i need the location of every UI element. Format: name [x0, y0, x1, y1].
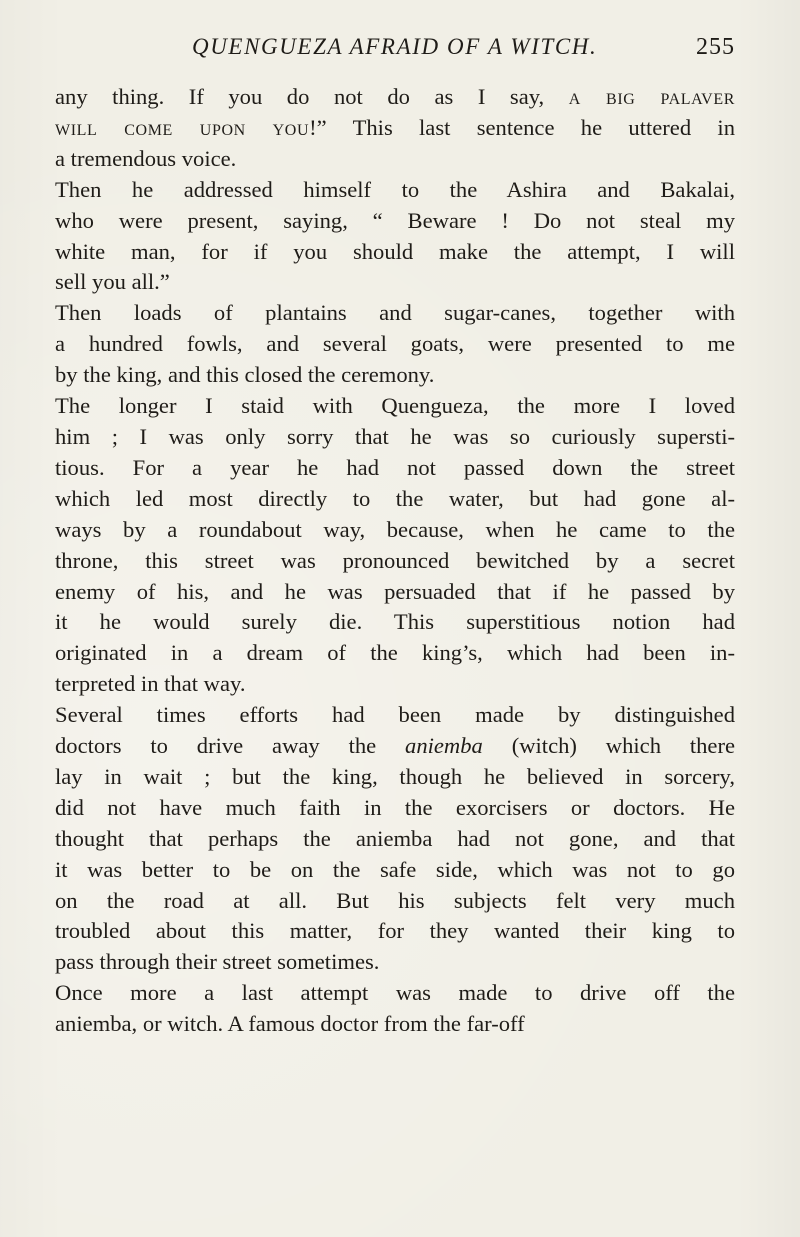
text-line	[55, 978, 735, 1009]
text-run: a tremendous voice.	[55, 145, 237, 171]
paragraph	[55, 175, 735, 299]
text-line	[55, 515, 735, 546]
text-run: troubled about this matter, for they wanted their king to	[55, 918, 735, 944]
text-line	[55, 267, 735, 298]
text-line	[55, 1009, 735, 1040]
small-caps-run: a big palaver	[568, 84, 735, 109]
text-line	[55, 484, 735, 515]
text-line	[55, 638, 735, 669]
text-run: which led most directly to the water, but had gone al-	[55, 485, 735, 511]
text-run: sell you all.”	[55, 269, 170, 295]
text-line	[55, 82, 735, 113]
text-run: by the king, and this closed the ceremony.	[55, 362, 435, 388]
text-line	[55, 793, 735, 824]
running-title: QUENGUEZA AFRAID OF A WITCH.	[192, 34, 598, 59]
text-run: aniemba, or witch. A famous doctor from the far-off	[55, 1011, 525, 1037]
paragraph	[55, 391, 735, 700]
text-line	[55, 947, 735, 978]
paragraph	[55, 978, 735, 1040]
text-line	[55, 607, 735, 638]
text-run: who were present, saying, “ Beware ! Do not steal my	[55, 207, 735, 233]
text-run: enemy of his, and he was persuaded that if he passed by	[55, 578, 735, 604]
text-line	[55, 113, 735, 144]
text-run: on the road at all. But his subjects felt very much	[55, 887, 735, 913]
text-run: tious. For a year he had not passed down the street	[55, 454, 735, 480]
paragraph	[55, 298, 735, 391]
text-line	[55, 824, 735, 855]
text-run: throne, this street was pronounced bewitched by a secret	[55, 547, 735, 573]
text-line	[55, 422, 735, 453]
text-line	[55, 237, 735, 268]
text-run: thought that perhaps the aniemba had not gone, and that	[55, 825, 735, 851]
text-run: it was better to be on the safe side, which was not to go	[55, 856, 735, 882]
text-line	[55, 391, 735, 422]
text-run: Several times efforts had been made by distinguished	[55, 702, 735, 728]
text-run: a hundred fowls, and several goats, were presented to me	[55, 331, 735, 357]
text-line	[55, 886, 735, 917]
text-run: originated in a dream of the king’s, which had been in-	[55, 640, 735, 666]
text-line	[55, 577, 735, 608]
running-head	[0, 34, 800, 64]
text-line	[55, 360, 735, 391]
text-line	[55, 206, 735, 237]
body-text	[55, 82, 735, 1040]
text-run: any thing. If you do not do as I say,	[55, 84, 569, 109]
text-run: (witch) which there	[482, 733, 735, 759]
text-line	[55, 329, 735, 360]
text-line	[55, 700, 735, 731]
text-line	[55, 762, 735, 793]
text-run: Then he addressed himself to the Ashira and Bakalai,	[55, 176, 735, 202]
text-line	[55, 144, 735, 175]
text-run: Then loads of plantains and sugar-canes, together with	[55, 300, 735, 326]
paragraph	[55, 700, 735, 978]
small-caps-run: will come upon you	[55, 114, 310, 140]
text-run: pass through their street sometimes.	[55, 949, 380, 975]
paragraph	[55, 82, 735, 175]
text-line	[55, 669, 735, 700]
text-line	[55, 453, 735, 484]
text-run: The longer I staid with Quengueza, the more I loved	[55, 393, 735, 419]
text-run: it he would surely die. This superstitious notion had	[55, 609, 735, 635]
page-number: 255	[696, 34, 735, 60]
text-run: did not have much faith in the exorcisers or doctors. He	[55, 794, 735, 820]
text-run: terpreted in that way.	[55, 671, 246, 697]
text-run: doctors to drive away the	[55, 733, 406, 759]
text-line	[55, 175, 735, 206]
text-run: ways by a roundabout way, because, when he came to the	[55, 516, 735, 542]
text-line	[55, 731, 735, 762]
text-run: him ; I was only sorry that he was so curiously supersti-	[55, 423, 735, 449]
text-run: lay in wait ; but the king, though he believed in sorcery,	[55, 763, 735, 789]
text-line	[55, 855, 735, 886]
text-line	[55, 546, 735, 577]
text-line	[55, 916, 735, 947]
text-run: !” This last sentence he uttered in	[309, 114, 735, 140]
text-run: white man, for if you should make the attempt, I will	[55, 238, 735, 264]
text-run: Once more a last attempt was made to drive off the	[55, 980, 735, 1006]
italic-run: aniemba	[405, 733, 483, 759]
text-line	[55, 298, 735, 329]
